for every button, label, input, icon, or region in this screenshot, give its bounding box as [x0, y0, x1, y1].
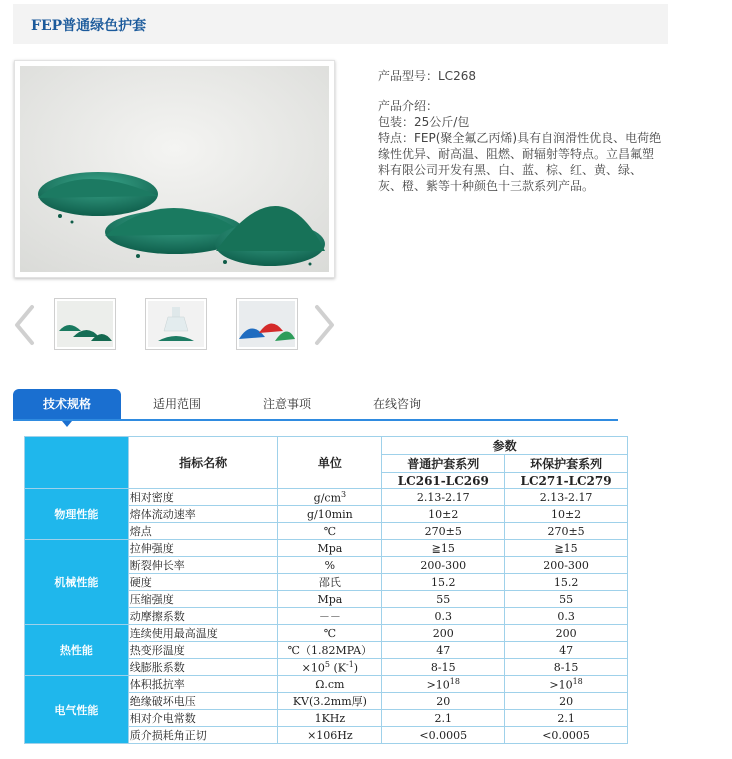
spec-value-series1: 2.1 — [382, 710, 505, 727]
spec-name: 硬度 — [128, 574, 278, 591]
detail-tabs — [13, 389, 618, 421]
header-series1-range: LC261-LC269 — [382, 473, 505, 489]
spec-header-row — [25, 437, 628, 455]
spec-name: 绝缘破坏电压 — [128, 693, 278, 710]
spec-value-series1: 20 — [382, 693, 505, 710]
spec-value-series1: 8-15 — [382, 659, 505, 676]
spec-value-series1: 2.13-2.17 — [382, 489, 505, 506]
spec-category: 电气性能 — [25, 676, 129, 744]
spec-unit: $g/cm^3$ — [278, 489, 382, 506]
spec-name: 相对介电常数 — [128, 710, 278, 727]
spec-row — [25, 540, 628, 557]
spec-unit: Ω.cm — [278, 676, 382, 693]
spec-table — [24, 436, 628, 744]
spec-name: 相对密度 — [128, 489, 278, 506]
spec-body — [25, 489, 628, 744]
spec-unit: KV(3.2mm厚) — [278, 693, 382, 710]
header-unit: 单位 — [278, 437, 382, 489]
spec-value-series1: 10±2 — [382, 506, 505, 523]
header-series2-range: LC271-LC279 — [505, 473, 628, 489]
main-product-image — [14, 60, 335, 278]
spec-value-series2: 200 — [505, 625, 628, 642]
product-intro-label: 产品介绍： — [378, 99, 439, 113]
tab-consult[interactable]: 在线咨询 — [372, 397, 421, 411]
product-features: 特点：FEP(聚全氟乙丙烯)具有自润滑性优良、电荷绝缘性优异、耐高温、阻燃、耐辐射等特点。立昌氟塑料有限公司开发有黑、白、蓝、棕、红、黄、绿、灰、橙、紫等十种颜色十三款系列产品。 — [378, 131, 662, 193]
product-info — [378, 68, 663, 194]
tab-tech-spec[interactable]: 技术规格 — [13, 389, 121, 419]
spec-value-series2: 10±2 — [505, 506, 628, 523]
gallery-thumb-color-pellets[interactable] — [236, 298, 298, 350]
spec-unit: ℃ — [278, 523, 382, 540]
flask-pellets-thumb — [148, 301, 204, 347]
gallery-next-button[interactable] — [311, 303, 337, 347]
spec-value-series1: 0.3 — [382, 608, 505, 625]
spec-value-series2: $>10^{18}$ — [505, 676, 628, 693]
product-packaging: 包装：25公斤/包 — [378, 115, 470, 129]
spec-value-series1: 270±5 — [382, 523, 505, 540]
header-series2: 环保护套系列 — [505, 455, 628, 473]
spec-name: 熔体流动速率 — [128, 506, 278, 523]
spec-category: 物理性能 — [25, 489, 129, 540]
spec-value-series1: $>10^{18}$ — [382, 676, 505, 693]
spec-category: 机械性能 — [25, 540, 129, 625]
spec-unit: Mpa — [278, 591, 382, 608]
gallery-thumb-flask[interactable] — [145, 298, 207, 350]
spec-name: 体积抵抗率 — [128, 676, 278, 693]
spec-value-series1: 15.2 — [382, 574, 505, 591]
gallery-prev-button[interactable] — [12, 303, 38, 347]
color-pellets-thumb — [239, 301, 295, 347]
page-header — [13, 4, 668, 44]
spec-name: 热变形温度 — [128, 642, 278, 659]
spec-name: 动摩擦系数 — [128, 608, 278, 625]
spec-value-series1: ≧15 — [382, 540, 505, 557]
product-model: 产品型号：LC268 — [378, 69, 476, 83]
spec-unit: Mpa — [278, 540, 382, 557]
spec-value-series2: 20 — [505, 693, 628, 710]
spec-unit: ℃ — [278, 625, 382, 642]
tab-application[interactable]: 适用范围 — [152, 397, 201, 411]
spec-value-series1: 200 — [382, 625, 505, 642]
green-pellets-thumb — [57, 301, 113, 347]
header-params: 参数 — [382, 437, 628, 455]
page-title: FEP普通绿色护套 — [31, 18, 147, 34]
green-pellets-photo — [20, 66, 329, 272]
spec-value-series2: 2.13-2.17 — [505, 489, 628, 506]
spec-unit: 邵氏 — [278, 574, 382, 591]
header-series1: 普通护套系列 — [382, 455, 505, 473]
header-name: 指标名称 — [128, 437, 278, 489]
spec-value-series2: <0.0005 — [505, 727, 628, 744]
spec-value-series1: 55 — [382, 591, 505, 608]
spec-value-series2: 47 — [505, 642, 628, 659]
spec-unit: % — [278, 557, 382, 574]
spec-value-series2: 8-15 — [505, 659, 628, 676]
spec-unit: ×106Hz — [278, 727, 382, 744]
spec-unit: ℃（1.82MPA） — [278, 642, 382, 659]
spec-value-series2: 55 — [505, 591, 628, 608]
spec-unit: g/10min — [278, 506, 382, 523]
spec-name: 拉伸强度 — [128, 540, 278, 557]
spec-name: 压缩强度 — [128, 591, 278, 608]
spec-value-series2: 270±5 — [505, 523, 628, 540]
spec-row — [25, 489, 628, 506]
chevron-left-icon — [12, 303, 38, 347]
spec-value-series2: 200-300 — [505, 557, 628, 574]
spec-unit: －－ — [278, 608, 382, 625]
spec-value-series2: ≧15 — [505, 540, 628, 557]
header-corner — [25, 437, 129, 489]
tab-notes[interactable]: 注意事项 — [262, 397, 311, 411]
chevron-right-icon — [311, 303, 337, 347]
spec-value-series2: 2.1 — [505, 710, 628, 727]
spec-category: 热性能 — [25, 625, 129, 676]
spec-unit: 1KHz — [278, 710, 382, 727]
spec-row — [25, 625, 628, 642]
spec-value-series1: 47 — [382, 642, 505, 659]
spec-name: 熔点 — [128, 523, 278, 540]
spec-name: 连续使用最高温度 — [128, 625, 278, 642]
spec-value-series1: 200-300 — [382, 557, 505, 574]
spec-row — [25, 676, 628, 693]
gallery-thumb-green-pellets[interactable] — [54, 298, 116, 350]
spec-unit: $\times 10^5$ $(K^{-1})$ — [278, 659, 382, 676]
spec-name: 断裂伸长率 — [128, 557, 278, 574]
spec-name: 线膨胀系数 — [128, 659, 278, 676]
spec-value-series2: 15.2 — [505, 574, 628, 591]
spec-value-series1: <0.0005 — [382, 727, 505, 744]
spec-value-series2: 0.3 — [505, 608, 628, 625]
spec-name: 质介损耗角正切 — [128, 727, 278, 744]
